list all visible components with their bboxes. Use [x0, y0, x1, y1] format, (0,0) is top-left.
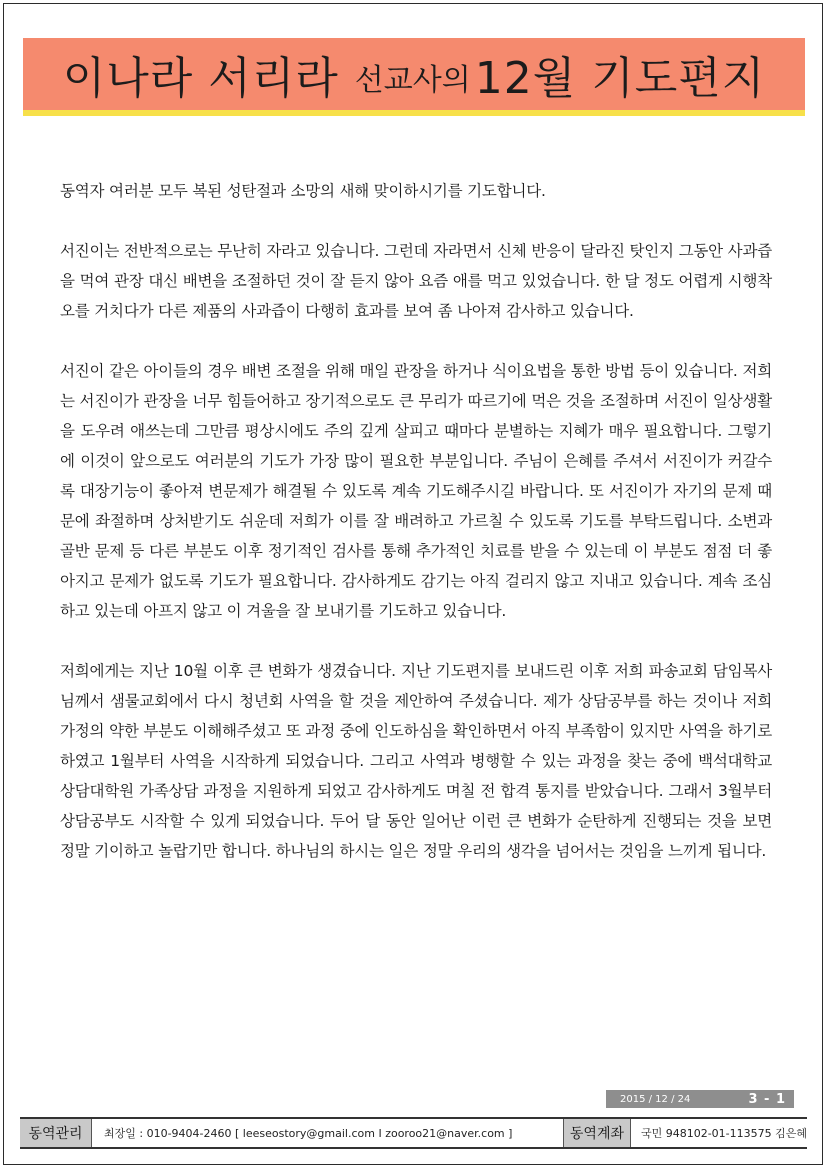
title-role: 선교사의 [354, 63, 471, 98]
letter-body [60, 176, 772, 896]
paragraph-seojin-health: 서진이는 전반적으로는 무난히 자라고 있습니다. 그런데 자라면서 신체 반응이 달라진 탓인지 그동안 사과즙을 먹여 관장 대신 배변을 조절하던 것이 잘 듣지 않아 요즘 애를 먹고 있었습니다. 한 달 정도 어렵게 시행착오를 거치다가 다른 제품의 사과즙이 다행히 효과를 보여 좀 나아져 감사하고 있습니다. [60, 242, 772, 320]
title-name: 이나라 서리라 [62, 53, 339, 104]
bank-account: 국민 948102-01-113575 김은혜 [640, 1127, 808, 1140]
date-bar [606, 1090, 794, 1108]
title-underline [23, 110, 805, 116]
account-label: 동역계좌 [563, 1119, 631, 1147]
paragraph-prayer-request: 서진이 같은 아이들의 경우 배변 조절을 위해 매일 관장을 하거나 식이요법을 통한 방법 등이 있습니다. 저희는 서진이가 관장을 너무 힘들어하고 장기적으로도 큰 무리가 따르기에 먹은 것을 조절하며 서진이 일상생활을 도우려 애쓰는데 그만큼 평상시에도 주의 깊게 살피고 때마다 분별하는 지혜가 매우 필요합니다. 그렇기에 이것이 앞으로도 여러분의 기도가 가장 많이 필요한 부분입니다. 주님이 은혜를 주셔서 서진이가 커갈수록 대장기능이 좋아져 변문제가 해결될 수 있도록 계속 기도해주시길 바랍니다. 또 서진이가 자기의 문제 때문에 좌절하며 상처받기도 쉬운데 저희가 이를 잘 배려하고 가르칠 수 있도록 기도를 부탁드립니다. 소변과 골반 문제 등 다른 부분도 이후 정기적인 검사를 통해 추가적인 치료를 받을 수 있는데 이 부분도 점점 더 좋아지고 문제가 없도록 기도가 필요합니다. 감사하게도 감기는 아직 걸리지 않고 지내고 있습니다. 계속 조심하고 있는데 아프지 않고 이 겨울을 잘 보내기를 기도하고 있습니다. [60, 362, 772, 620]
title-letter: 12월 기도편지 [474, 53, 766, 104]
letter-date: 2015 / 12 / 24 [620, 1093, 691, 1105]
paragraph-ministry-news: 저희에게는 지난 10월 이후 큰 변화가 생겼습니다. 지난 기도편지를 보내드린 이후 저희 파송교회 담임목사님께서 샘물교회에서 다시 청년회 사역을 할 것을 제안하여 주셨습니다. 제가 상담공부를 하는 것이나 저희 가정의 약한 부분도 이해해주셨고 또 과정 중에 인도하심을 확인하면서 아직 부족함이 있지만 사역을 하기로 하였고 1월부터 사역을 시작하게 되었습니다. 그리고 사역과 병행할 수 있는 과정을 찾는 중에 백석대학교 상담대학원 가족상담 과정을 지원하게 되었고 감사하게도 며칠 전 합격 통지를 받았습니다. 그래서 3월부터 상담공부도 시작할 수 있게 되었습니다. 두어 달 동안 일어난 이런 큰 변화가 순탄하게 진행되는 것을 보면 정말 기이하고 놀랍기만 합니다. 하나님의 하시는 일은 정말 우리의 생각을 넘어서는 것임을 느끼게 됩니다. [60, 662, 772, 860]
page-number: 3 - 1 [748, 1091, 786, 1107]
contact-info: 최장일 : 010-9404-2460 [ leeseostory@gmail.com I zooroo21@naver.com ] [104, 1127, 513, 1140]
footer [20, 1117, 807, 1149]
partners-label: 동역관리 [20, 1119, 92, 1147]
letter-title [23, 38, 805, 110]
paragraph-greeting: 동역자 여러분 모두 복된 성탄절과 소망의 새해 맞이하시기를 기도합니다. [60, 182, 546, 200]
